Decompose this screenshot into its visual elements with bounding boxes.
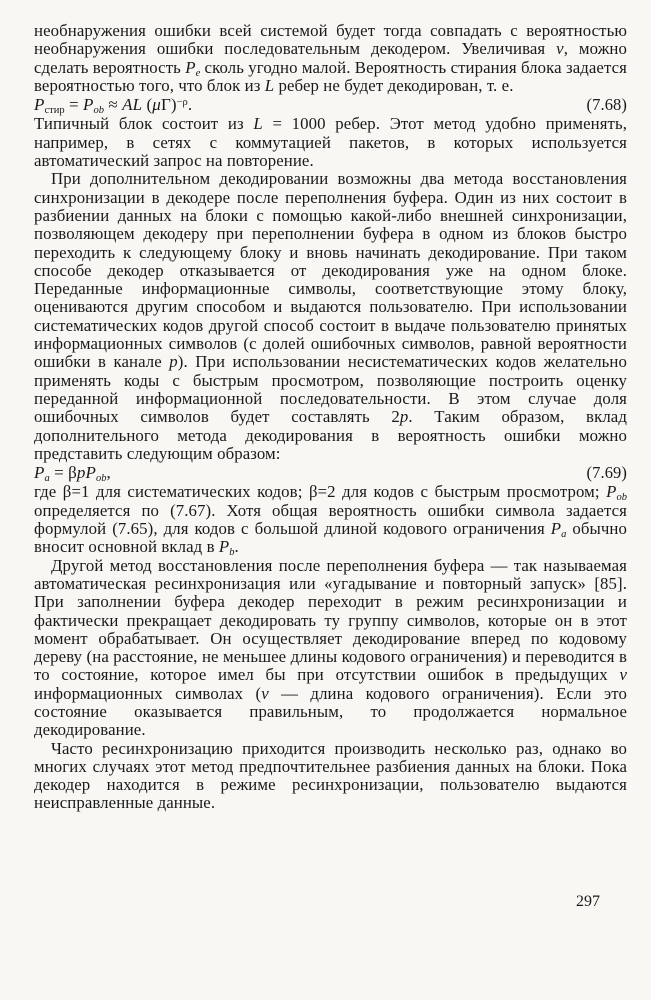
text-run: ребер не будет декодирован, т. е. — [274, 75, 514, 95]
text-run: При дополнительном декодировании возможны два метода восстановления синхронизации в декодере после переполнения буфера. Один из них состоит в разбиении данных на блоки с помощью какой-либо внешней синхронизации, позволяющем декодеру при переполнении буфера в одном из блоков быстро переходить к следующему блоку и вновь начинать декодирование. При таком способе декодер отказывается от декодирования уже на одном блоке. Переданные информационные символы, соответствующие этому блоку, оцениваются другим способом и выдаются пользователю. При использовании систематических кодов другой способ состоит в выдаче пользователю принятых информационных символов (с долей ошибочных символов, равной вероятности ошибки в канале — [34, 169, 627, 372]
text-run: стир — [44, 105, 65, 117]
text-run: a — [561, 529, 567, 541]
text-run: −ρ — [176, 97, 188, 109]
text-run: P — [550, 519, 562, 539]
text-run: обычно вносит основной вклад в — [34, 519, 627, 557]
text-run: P — [218, 537, 230, 557]
text-run: ob — [616, 492, 627, 504]
text-run: , можно сделать вероятность — [34, 39, 627, 77]
paragraph — [34, 482, 627, 559]
formula-line — [34, 463, 627, 485]
page-number: 297 — [576, 893, 600, 910]
text-run: . — [187, 95, 193, 115]
paragraph — [34, 170, 627, 463]
text-run: — длина кодового ограничения). Если это состояние оказывается правильным, то продолжается нормальное декодирование. — [34, 683, 627, 740]
text-run: ν — [556, 39, 564, 59]
text-run: μ — [152, 95, 161, 115]
text-run: L — [253, 114, 263, 134]
text-run: ( — [142, 95, 153, 115]
text-run: e — [195, 67, 201, 79]
text-run: где β=1 для систематических кодов; β=2 для кодов с быстрым просмотром; — [34, 482, 607, 502]
text-run: Другой метод восстановления после переполнения буфера — так называемая автоматическая ресинхронизация или «угадывание и повторный запуск» [85]. При заполнении буфера декодер переходит в режим ресинхронизации и фактически прекращает декодировать ту группу символов, которые он в этот момент обрабатывает. Он осуществляет декодирование вперед по кодовому дереву (на расстояние, не меньшее длины кодового ограничения) и переводится в то состояние, которое имел бы при отсутствии ошибок в предыдущих — [34, 555, 627, 685]
text-run: . — [234, 537, 239, 557]
formula-expression — [34, 463, 111, 485]
text-run: b — [229, 547, 235, 559]
text-run: P — [34, 95, 45, 115]
text-run: = β — [49, 463, 77, 483]
equation-number: (7.68) — [586, 95, 627, 115]
text-run: ). При использовании несистематических кодов желательно применять коды с быстрым просмотром, позволяющие построить оценку переданной информационной последовательности. В этом случае доля ошибочных символов будет составлять 2 — [34, 352, 628, 427]
paragraph — [34, 740, 627, 813]
text-run: L — [264, 75, 275, 95]
formula-line — [34, 95, 627, 117]
text-run: информационных символах ( — [34, 683, 262, 703]
text-run: необнаружения ошибки всей системой будет тогда совпадать с вероятностью необнаружения ошибки последовательным декодером. Увеличивая — [34, 21, 627, 59]
text-run: Γ) — [160, 95, 177, 115]
text-run: ob — [95, 473, 107, 485]
text-run: P — [85, 463, 96, 483]
paragraph — [34, 22, 627, 95]
text-run: сколь угодно малой. Вероятность стирания блока задается вероятностью того, что блок из — [34, 57, 627, 95]
text-run: P — [83, 95, 94, 115]
text-run: определяется по (7.67). Хотя общая вероятность ошибки символа задается формулой (7.65), для кодов с большой длиной кодового ограничения — [34, 500, 627, 539]
paragraph — [34, 115, 627, 170]
text-run: Типичный блок состоит из — [34, 114, 254, 134]
text-run: ν — [261, 683, 269, 703]
text-run: P — [34, 463, 45, 483]
equation-number: (7.69) — [586, 463, 627, 483]
page-text — [34, 22, 627, 813]
text-run: AL — [122, 95, 143, 115]
text-run: ν — [619, 665, 627, 685]
formula-expression — [34, 95, 193, 117]
text-run: P — [185, 57, 196, 77]
text-run: , — [106, 463, 111, 483]
text-run: p — [169, 352, 178, 372]
text-run: = — [64, 95, 83, 115]
text-run: = 1000 ребер. Этот метод удобно применять, например, в сетях с коммутацией пакетов, в которых используется автоматический запрос на повторение. — [34, 114, 627, 171]
text-run: ob — [93, 105, 104, 117]
text-run: Часто ресинхронизацию приходится производить несколько раз, однако во многих случаях этот метод предпочтительнее разбиения данных на блоки. Пока декодер находится в режиме ресинхронизации, пользователю выдаются неисправленные данные. — [34, 738, 627, 813]
text-run: p — [399, 407, 409, 427]
text-run: a — [44, 473, 50, 485]
text-run: P — [606, 482, 617, 502]
text-run: ≈ — [103, 95, 123, 115]
text-run: p — [76, 463, 86, 483]
text-run: . Таким образом, вклад дополнительного метода декодирования в вероятность ошибки можно представить следующим образом: — [34, 407, 627, 463]
paragraph — [34, 557, 627, 740]
